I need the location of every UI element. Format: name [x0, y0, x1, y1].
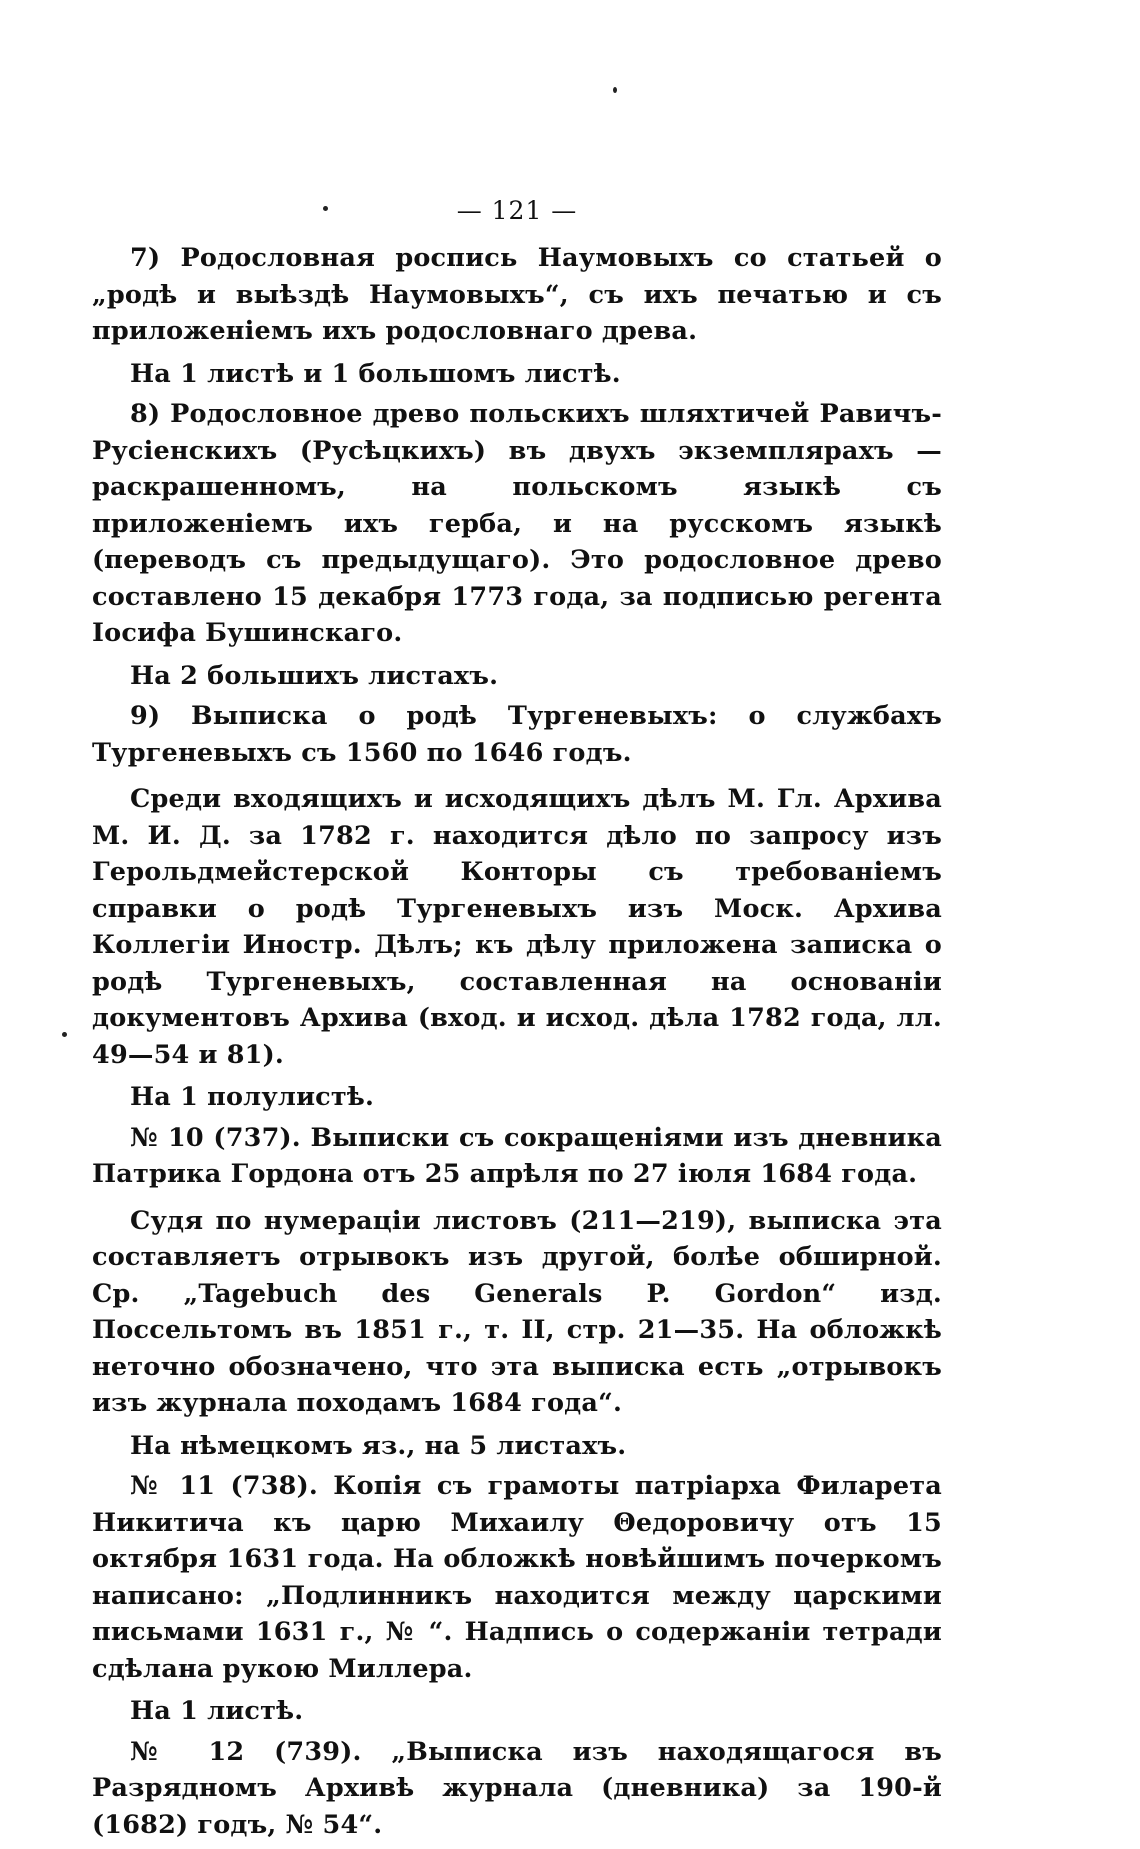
entry-11-sheet-note: На 1 листѣ.	[130, 1696, 304, 1726]
page-body	[92, 240, 942, 1849]
entry-8-sheet-note: На 2 большихъ листахъ.	[130, 660, 499, 691]
entry-8-paragraph: 8) Родословное древо польскихъ шляхтичей Равичъ-Русіенскихъ (Русѣцкихъ) въ двухъ экземплярахъ — раскрашенномъ, на польскомъ языкѣ съ приложеніемъ ихъ герба, и на русскомъ языкѣ (переводъ съ предыдущаго). Это родословное древо составлено 15 декабря 1773 года, за подписью регента Іосифа Бушинскаго.	[92, 399, 942, 648]
entry-10-paragraph: № 10 (737). Выписки съ сокращеніями изъ дневника Патрика Гордона отъ 25 апрѣля по 27 іюля 1684 года.	[92, 1122, 942, 1189]
entry-9-paragraph: 9) Выписка о родѣ Тургеневыхъ: о службахъ Тургеневыхъ съ 1560 по 1646 годъ.	[92, 701, 942, 768]
margin-mark	[613, 87, 617, 93]
entry-10-sheet-note: На нѣмецкомъ яз., на 5 листахъ.	[130, 1430, 627, 1461]
entry-11-paragraph: № 11 (738). Копія съ грамоты патріарха Филарета Никитича къ царю Михаилу Θедоровичу отъ 15 октября 1631 года. На обложкѣ новѣйшимъ почеркомъ написано: „Подлинникъ находится между царскими письмами 1631 г., № “. Надпись о содержаніи тетради сдѣлана рукою Миллера.	[92, 1471, 942, 1684]
page-number: — 121 —	[456, 196, 578, 225]
margin-mark	[62, 1032, 67, 1037]
entry-10-commentary: Судя по нумераціи листовъ (211—219), выписка эта составляетъ отрывокъ изъ другой, болѣе обширной. Ср. „Tagebuch des Generals P. Gordon“ изд. Поссельтомъ въ 1851 г., т. II, стр. 21—35. На обложкѣ неточно обозначено, что эта выписка есть „отрывокъ изъ журнала походамъ 1684 года“.	[92, 1205, 942, 1418]
entry-12-paragraph: № 12 (739). „Выписка изъ находящагося въ Разрядномъ Архивѣ журнала (дневника) за 190-й (1682) годъ, № 54“.	[92, 1736, 942, 1840]
entry-9-commentary: Среди входящихъ и исходящихъ дѣлъ М. Гл. Архива М. И. Д. за 1782 г. находится дѣло по запросу изъ Герольдмейстерской Конторы съ требованіемъ справки о родѣ Тургеневыхъ изъ Моск. Архива Коллегіи Иностр. Дѣлъ; къ дѣлу приложена записка о родѣ Тургеневыхъ, составленная на основаніи документовъ Архива (вход. и исход. дѣла 1782 года, лл. 49—54 и 81).	[92, 784, 942, 1070]
entry-7-sheet-note: На 1 листѣ и 1 большомъ листѣ.	[130, 358, 621, 389]
entry-7-paragraph: 7) Родословная роспись Наумовыхъ со статьей о „родѣ и выѣздѣ Наумовыхъ“, съ ихъ печатью и съ приложеніемъ ихъ родословнаго древа.	[92, 243, 942, 346]
entry-9-sheet-note: На 1 полулистѣ.	[130, 1082, 375, 1112]
